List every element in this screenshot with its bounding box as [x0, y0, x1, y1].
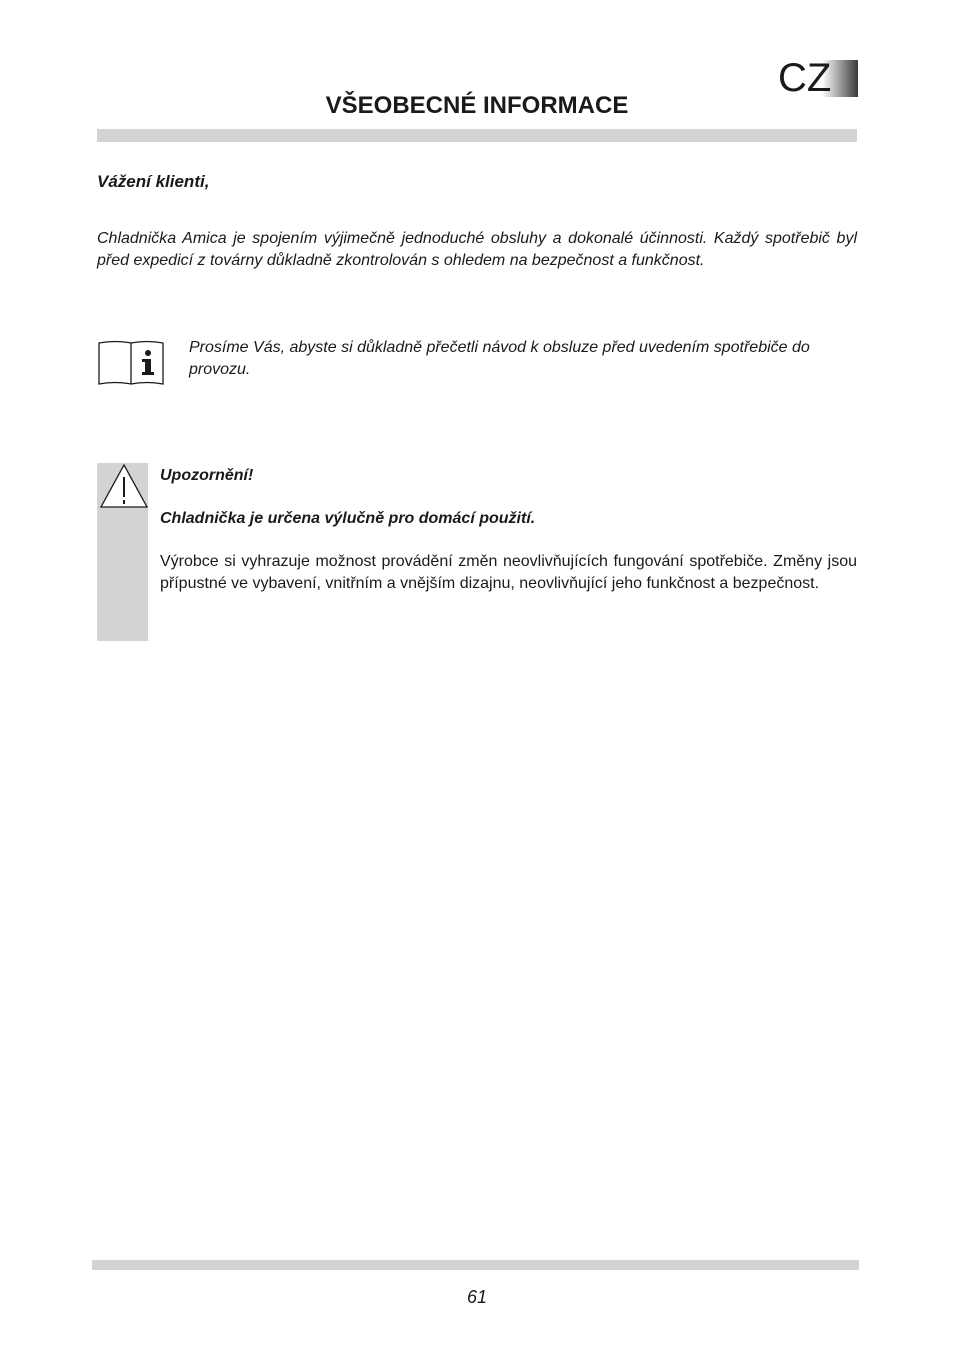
language-code: CZ: [778, 56, 832, 100]
warning-title: Upozornění!: [160, 467, 254, 484]
header-divider: [97, 129, 857, 142]
info-note-text: Prosíme Vás, abyste si důkladně přečetli návod k obsluze před uvedením spotřebiče do provozu.: [189, 339, 810, 378]
info-book-icon: [97, 338, 165, 386]
page-number: 61: [466, 1287, 488, 1307]
intro-paragraph: Chladnička Amica je spojením výjimečně jednoduché obsluhy a dokonalé účinnosti. Každý spotřebič byl před expedicí z továrny důkladně zkontrolován s ohledem na bezpečnost a funkčnost.: [97, 230, 857, 269]
greeting: Vážení klienti,: [97, 172, 210, 191]
warning-subtitle: Chladnička je určena výlučně pro domácí použití.: [160, 510, 536, 527]
warning-block: [160, 465, 857, 595]
warning-triangle-icon: [99, 463, 149, 509]
warning-body: Výrobce si vyhrazuje možnost provádění změn neovlivňujících fungování spotřebiče. Změny jsou přípustné ve vybavení, vnitřním a vnějším dizajnu, neovlivňující jeho funkčnost a bezpečnost.: [160, 553, 857, 592]
footer-divider: [92, 1260, 859, 1270]
page-title: VŠEOBECNÉ INFORMACE: [325, 92, 629, 119]
